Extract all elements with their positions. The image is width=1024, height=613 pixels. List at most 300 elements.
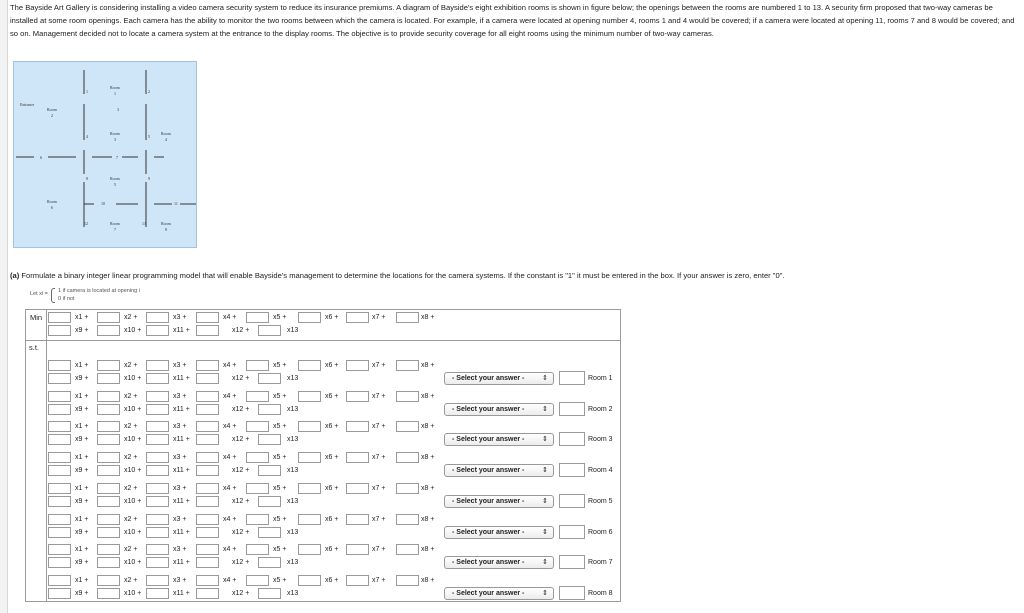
constraint-room-2-rhs-input[interactable] — [559, 402, 585, 416]
objective-coef-x3-input[interactable] — [146, 312, 169, 323]
constraint-room-3-var-x12: x12 + — [232, 436, 250, 444]
room-1-label: Room — [110, 85, 120, 90]
constraint-room-6-coef-x4-input[interactable] — [196, 514, 219, 525]
subject-to-label: s.t. — [29, 343, 40, 352]
updown-arrow-icon: ⇕ — [542, 405, 548, 413]
room-3-label: Room — [110, 131, 120, 136]
constraint-room-8-coef-x4-input[interactable] — [196, 575, 219, 586]
constraint-room-5-coef-x9-input[interactable] — [48, 496, 71, 507]
opening-8-label: 8 — [86, 176, 88, 181]
constraint-room-7-coef-x5-input[interactable] — [246, 544, 269, 555]
constraint-room-1-var-x1: x1 + — [75, 362, 89, 369]
constraint-room-1-var-x6: x6 + — [325, 362, 339, 369]
constraint-room-5-coef-x2-input[interactable] — [97, 483, 120, 494]
constraint-room-2-var-x13: x13 — [287, 405, 299, 413]
constraint-room-4-coef-x7-input[interactable] — [346, 452, 369, 463]
room-5-label: Room — [110, 176, 120, 181]
constraint-room-7-var-x7: x7 + — [372, 546, 386, 554]
constraint-room-5-coef-x5-input[interactable] — [246, 483, 269, 494]
constraint-room-7-var-x13: x13 — [287, 559, 299, 567]
opening-1-label: 1 — [86, 89, 88, 94]
constraint-room-7-coef-x13-input[interactable] — [258, 557, 281, 568]
constraint-room-7-var-x1: x1 + — [75, 546, 89, 554]
constraint-room-2-coef-x6-input[interactable] — [298, 391, 321, 402]
constraint-room-1-var-x5: x5 + — [273, 362, 287, 369]
opening-6-label: 6 — [40, 155, 42, 160]
constraint-room-2-var-x8: x8 + — [421, 392, 435, 400]
opening-13-label: 13 — [142, 221, 146, 226]
constraint-room-1-coef-x13-input[interactable] — [258, 373, 281, 384]
constraint-room-1-operator-select[interactable] — [444, 372, 554, 385]
select-placeholder: - Select your answer - — [452, 589, 525, 597]
select-placeholder: - Select your answer - — [452, 528, 525, 536]
constraint-room-6-var-x2: x2 + — [124, 515, 138, 523]
constraint-room-5-var-x7: x7 + — [372, 484, 386, 492]
constraint-room-8-var-x7: x7 + — [372, 576, 386, 584]
constraint-room-4-var-x4: x4 + — [223, 454, 237, 462]
constraint-room-3-var-x9: x9 + — [75, 436, 89, 444]
constraint-room-4-var-x5: x5 + — [273, 454, 287, 462]
constraint-room-3-var-x3: x3 + — [173, 423, 187, 431]
constraint-room-8-coef-x13-input[interactable] — [258, 588, 281, 599]
constraint-room-4-coef-x6-input[interactable] — [298, 452, 321, 463]
constraint-room-1-coef-x1-input[interactable] — [48, 360, 71, 371]
variable-definition-line1: 1 if camera is located at opening i — [58, 288, 140, 294]
constraint-room-5-coef-x10-input[interactable] — [97, 496, 120, 507]
room-5-number: 5 — [114, 182, 116, 187]
constraint-room-3-var-x6: x6 + — [325, 423, 339, 431]
variable-definition-brace — [51, 288, 55, 303]
constraint-room-1-var-x11: x11 + — [173, 375, 190, 382]
constraint-room-3-coef-x5-input[interactable] — [246, 421, 269, 432]
objective-var-x1: x1 + — [75, 314, 89, 321]
part-a-text: Formulate a binary integer linear programming model that will enable Bayside's management to determine the locations for the camera systems. If the constant is "1" it must be entered in the box. If your answer is zero, enter "0". — [21, 271, 785, 280]
room-2-label: Room — [47, 107, 57, 112]
constraint-room-5-coef-x4-input[interactable] — [196, 483, 219, 494]
constraint-room-8-var-x9: x9 + — [75, 589, 89, 597]
constraint-room-7-coef-x4-input[interactable] — [196, 544, 219, 555]
floor-plan-figure — [13, 61, 197, 248]
constraint-room-4-var-x12: x12 + — [232, 467, 250, 475]
constraint-room-7-var-x6: x6 + — [325, 546, 339, 554]
opening-10-label: 10 — [101, 201, 105, 206]
constraint-room-7-coef-x1-input[interactable] — [48, 544, 71, 555]
constraint-room-6-coef-x1-input[interactable] — [48, 514, 71, 525]
constraint-room-8-coef-x10-input[interactable] — [97, 588, 120, 599]
constraint-room-7-var-x11: x11 + — [173, 559, 190, 567]
problem-statement: The Bayside Art Gallery is considering installing a video camera security system to reduce its insurance premiums. A diagram of Bayside's eight exhibition rooms is shown in figure below; the openings between the rooms are numbered 1 to 13. A security firm proposed that two-way cameras be installed at some room openings. Each camera has the ability to monitor the two rooms between which the camera is located. For example, if a camera were located at opening number 4, rooms 1 and 4 would be covered; if a camera were located at opening 11, rooms 7 and 8 would be covered; and so on. Management decided not to locate a camera system at the entrance to the display rooms. The objective is to provide security coverage for all eight rooms using the minimum number of two-way cameras. — [10, 3, 1015, 39]
constraint-room-1-var-x12: x12 + — [232, 375, 250, 382]
constraint-room-6-coef-x11-input[interactable] — [146, 527, 169, 538]
constraint-room-3-coef-x10-input[interactable] — [97, 434, 120, 445]
constraint-room-8-var-x11: x11 + — [173, 589, 190, 597]
constraint-room-1-rhs-input[interactable] — [559, 371, 585, 385]
objective-coef-x7-input[interactable] — [346, 312, 369, 323]
room-1-number: 1 — [114, 91, 116, 96]
constraint-room-4-operator-select[interactable] — [444, 464, 554, 477]
ilp-model-table — [25, 309, 621, 602]
constraint-room-8-coef-x2-input[interactable] — [97, 575, 120, 586]
objective-coef-x4-input[interactable] — [196, 312, 219, 323]
constraint-room-3-coef-x3-input[interactable] — [146, 421, 169, 432]
constraint-room-3-var-x10: x10 + — [124, 436, 142, 444]
model-column-divider — [46, 310, 47, 601]
objective-var-x7: x7 + — [372, 314, 386, 321]
constraint-room-1-coef-x2-input[interactable] — [97, 360, 120, 371]
constraint-room-3-coef-x9-input[interactable] — [48, 434, 71, 445]
constraint-room-1-coef-x12-input[interactable] — [196, 373, 219, 384]
objective-coef-x6-input[interactable] — [298, 312, 321, 323]
constraint-room-7-coef-x12-input[interactable] — [196, 557, 219, 568]
constraint-room-2-coef-x10-input[interactable] — [97, 404, 120, 415]
constraint-room-8-operator-select[interactable] — [444, 587, 554, 600]
constraint-room-1-var-x2: x2 + — [124, 362, 138, 369]
constraint-room-8-rhs-input[interactable] — [559, 586, 585, 600]
constraint-room-7-coef-x6-input[interactable] — [298, 544, 321, 555]
constraint-room-4-coef-x8-input[interactable] — [396, 452, 419, 463]
objective-var-x8: x8 + — [421, 314, 435, 321]
objective-var-x5: x5 + — [273, 314, 287, 321]
constraint-room-6-var-x3: x3 + — [173, 515, 187, 523]
constraint-room-2-coef-x12-input[interactable] — [196, 404, 219, 415]
constraint-room-8-var-x4: x4 + — [223, 576, 237, 584]
constraint-room-6-coef-x8-input[interactable] — [396, 514, 419, 525]
updown-arrow-icon: ⇕ — [542, 528, 548, 536]
constraint-room-4-coef-x3-input[interactable] — [146, 452, 169, 463]
constraint-room-1-coef-x11-input[interactable] — [146, 373, 169, 384]
constraint-room-8-coef-x9-input[interactable] — [48, 588, 71, 599]
constraint-room-5-coef-x7-input[interactable] — [346, 483, 369, 494]
constraint-room-4-coef-x13-input[interactable] — [258, 465, 281, 476]
objective-var-x11: x11 + — [173, 327, 190, 334]
constraint-room-3-operator-select[interactable] — [444, 433, 554, 446]
constraint-room-6-var-x11: x11 + — [173, 528, 190, 536]
constraint-room-3-var-x4: x4 + — [223, 423, 237, 431]
constraint-room-3-coef-x12-input[interactable] — [196, 434, 219, 445]
objective-coef-x2-input[interactable] — [97, 312, 120, 323]
constraint-room-2-coef-x13-input[interactable] — [258, 404, 281, 415]
constraint-room-3-var-x13: x13 — [287, 436, 299, 444]
constraint-room-2-coef-x5-input[interactable] — [246, 391, 269, 402]
updown-arrow-icon: ⇕ — [542, 589, 548, 597]
constraint-room-5-var-x12: x12 + — [232, 497, 250, 505]
constraint-room-1-var-x10: x10 + — [124, 375, 142, 382]
constraint-room-6-var-x13: x13 — [287, 528, 299, 536]
constraint-room-2-var-x9: x9 + — [75, 405, 89, 413]
constraint-room-6-var-x9: x9 + — [75, 528, 89, 536]
constraint-room-1-var-x13: x13 — [287, 375, 299, 382]
constraint-room-6-var-x7: x7 + — [372, 515, 386, 523]
constraint-room-3-coef-x7-input[interactable] — [346, 421, 369, 432]
constraint-room-3-var-x8: x8 + — [421, 423, 435, 431]
constraint-room-4-coef-x1-input[interactable] — [48, 452, 71, 463]
constraint-room-2-operator-select[interactable] — [444, 403, 554, 416]
constraint-room-8-coef-x3-input[interactable] — [146, 575, 169, 586]
objective-coef-x10-input[interactable] — [97, 325, 120, 336]
constraint-room-7-var-x5: x5 + — [273, 546, 287, 554]
constraint-room-4-var-x8: x8 + — [421, 454, 435, 462]
constraint-room-8-var-x1: x1 + — [75, 576, 89, 584]
constraint-room-7-coef-x2-input[interactable] — [97, 544, 120, 555]
variable-definition-line2: 0 if not — [58, 296, 75, 302]
constraint-room-3-coef-x13-input[interactable] — [258, 434, 281, 445]
constraint-room-3-var-x7: x7 + — [372, 423, 386, 431]
constraint-room-1-coef-x5-input[interactable] — [246, 360, 269, 371]
constraint-room-1-var-x8: x8 + — [421, 362, 435, 369]
variable-definition-lhs: Let xi = — [30, 291, 48, 297]
constraint-room-4-var-x7: x7 + — [372, 454, 386, 462]
constraint-room-2-coef-x2-input[interactable] — [97, 391, 120, 402]
constraint-room-2-var-x6: x6 + — [325, 392, 339, 400]
constraint-room-1-coef-x6-input[interactable] — [298, 360, 321, 371]
constraint-room-8-var-x13: x13 — [287, 589, 299, 597]
select-placeholder: - Select your answer - — [452, 497, 525, 505]
constraint-room-1-var-x7: x7 + — [372, 362, 386, 369]
constraint-room-5-coef-x12-input[interactable] — [196, 496, 219, 507]
constraint-room-4-var-x9: x9 + — [75, 467, 89, 475]
constraint-room-5-operator-select[interactable] — [444, 495, 554, 508]
constraint-room-4-coef-x9-input[interactable] — [48, 465, 71, 476]
objective-var-x9: x9 + — [75, 327, 89, 334]
constraint-room-3-coef-x2-input[interactable] — [97, 421, 120, 432]
objective-var-x2: x2 + — [124, 314, 138, 321]
constraint-room-5-label: Room 5 — [588, 497, 613, 505]
constraint-room-6-coef-x6-input[interactable] — [298, 514, 321, 525]
constraint-room-5-rhs-input[interactable] — [559, 494, 585, 508]
constraint-room-4-label: Room 4 — [588, 467, 613, 475]
constraint-room-2-coef-x9-input[interactable] — [48, 404, 71, 415]
constraint-room-7-var-x3: x3 + — [173, 546, 187, 554]
constraint-room-2-coef-x3-input[interactable] — [146, 391, 169, 402]
constraint-room-7-coef-x10-input[interactable] — [97, 557, 120, 568]
entrance-label: Entrance — [20, 102, 35, 107]
updown-arrow-icon: ⇕ — [542, 559, 548, 567]
constraint-room-1-coef-x10-input[interactable] — [97, 373, 120, 384]
constraint-room-4-var-x2: x2 + — [124, 454, 138, 462]
constraint-room-7-coef-x9-input[interactable] — [48, 557, 71, 568]
constraint-room-1-coef-x9-input[interactable] — [48, 373, 71, 384]
constraint-room-6-coef-x12-input[interactable] — [196, 527, 219, 538]
constraint-room-6-var-x12: x12 + — [232, 528, 250, 536]
constraint-room-1-coef-x4-input[interactable] — [196, 360, 219, 371]
constraint-room-6-coef-x3-input[interactable] — [146, 514, 169, 525]
select-placeholder: - Select your answer - — [452, 436, 525, 444]
constraint-room-6-rhs-input[interactable] — [559, 525, 585, 539]
constraint-room-8-coef-x12-input[interactable] — [196, 588, 219, 599]
constraint-room-4-var-x1: x1 + — [75, 454, 89, 462]
part-a-label: (a) — [10, 271, 20, 280]
constraint-room-4-var-x3: x3 + — [173, 454, 187, 462]
constraint-room-6-var-x8: x8 + — [421, 515, 435, 523]
constraint-room-3-coef-x4-input[interactable] — [196, 421, 219, 432]
constraint-room-7-coef-x8-input[interactable] — [396, 544, 419, 555]
objective-var-x6: x6 + — [325, 314, 339, 321]
constraint-room-4-coef-x4-input[interactable] — [196, 452, 219, 463]
floor-plan-diagram — [14, 62, 198, 249]
constraint-room-6-coef-x2-input[interactable] — [97, 514, 120, 525]
room-3-number: 3 — [114, 137, 116, 142]
constraint-room-2-label: Room 2 — [588, 405, 613, 413]
constraint-room-7-operator-select[interactable] — [444, 556, 554, 569]
constraint-room-8-coef-x1-input[interactable] — [48, 575, 71, 586]
constraint-room-8-var-x2: x2 + — [124, 576, 138, 584]
constraint-room-6-coef-x7-input[interactable] — [346, 514, 369, 525]
constraint-room-4-rhs-input[interactable] — [559, 463, 585, 477]
opening-3-label: 3 — [117, 107, 119, 112]
constraint-room-2-coef-x7-input[interactable] — [346, 391, 369, 402]
constraint-room-8-coef-x7-input[interactable] — [346, 575, 369, 586]
constraint-room-5-coef-x1-input[interactable] — [48, 483, 71, 494]
objective-coef-x8-input[interactable] — [396, 312, 419, 323]
constraint-room-5-var-x1: x1 + — [75, 484, 89, 492]
constraint-room-8-var-x5: x5 + — [273, 576, 287, 584]
constraint-room-3-coef-x11-input[interactable] — [146, 434, 169, 445]
constraint-room-5-var-x4: x4 + — [223, 484, 237, 492]
constraint-room-7-var-x12: x12 + — [232, 559, 250, 567]
constraint-room-3-coef-x1-input[interactable] — [48, 421, 71, 432]
constraint-room-3-var-x1: x1 + — [75, 423, 89, 431]
constraint-room-8-var-x8: x8 + — [421, 576, 435, 584]
constraint-room-8-var-x3: x3 + — [173, 576, 187, 584]
constraint-room-2-var-x4: x4 + — [223, 392, 237, 400]
constraint-room-2-coef-x4-input[interactable] — [196, 391, 219, 402]
constraint-room-8-coef-x8-input[interactable] — [396, 575, 419, 586]
constraint-room-8-coef-x5-input[interactable] — [246, 575, 269, 586]
left-edge-strip — [0, 0, 8, 613]
constraint-room-1-var-x9: x9 + — [75, 375, 89, 382]
constraint-room-6-var-x4: x4 + — [223, 515, 237, 523]
constraint-room-2-coef-x1-input[interactable] — [48, 391, 71, 402]
room-4-label: Room — [161, 131, 171, 136]
opening-5-label: 5 — [148, 134, 150, 139]
constraint-room-6-var-x6: x6 + — [325, 515, 339, 523]
constraint-room-5-var-x8: x8 + — [421, 484, 435, 492]
updown-arrow-icon: ⇕ — [542, 467, 548, 475]
constraint-room-6-label: Room 6 — [588, 528, 613, 536]
constraint-room-8-var-x12: x12 + — [232, 589, 250, 597]
constraint-room-5-var-x2: x2 + — [124, 484, 138, 492]
constraint-room-2-coef-x8-input[interactable] — [396, 391, 419, 402]
updown-arrow-icon: ⇕ — [542, 436, 548, 444]
constraint-room-3-coef-x8-input[interactable] — [396, 421, 419, 432]
constraint-room-1-coef-x7-input[interactable] — [346, 360, 369, 371]
objective-var-x13: x13 — [287, 327, 299, 334]
select-placeholder: - Select your answer - — [452, 405, 525, 413]
constraint-room-3-var-x2: x2 + — [124, 423, 138, 431]
objective-coef-x9-input[interactable] — [48, 325, 71, 336]
constraint-room-7-label: Room 7 — [588, 559, 613, 567]
constraint-room-6-coef-x5-input[interactable] — [246, 514, 269, 525]
constraint-room-3-coef-x6-input[interactable] — [298, 421, 321, 432]
constraint-room-5-var-x10: x10 + — [124, 497, 142, 505]
constraint-room-5-var-x5: x5 + — [273, 484, 287, 492]
objective-coef-x12-input[interactable] — [196, 325, 219, 336]
constraint-room-7-rhs-input[interactable] — [559, 555, 585, 569]
objective-coef-x5-input[interactable] — [246, 312, 269, 323]
constraint-room-2-var-x3: x3 + — [173, 392, 187, 400]
objective-var-x12: x12 + — [232, 327, 250, 334]
constraint-room-4-coef-x5-input[interactable] — [246, 452, 269, 463]
constraint-room-1-label: Room 1 — [588, 375, 613, 382]
part-a-instructions — [10, 271, 1016, 281]
objective-coef-x1-input[interactable] — [48, 312, 71, 323]
opening-7-label: 7 — [116, 155, 118, 160]
objective-coef-x13-input[interactable] — [258, 325, 281, 336]
objective-var-x3: x3 + — [173, 314, 187, 321]
constraint-room-7-coef-x7-input[interactable] — [346, 544, 369, 555]
select-placeholder: - Select your answer - — [452, 375, 525, 382]
room-2-number: 2 — [51, 113, 53, 118]
constraint-room-4-var-x11: x11 + — [173, 467, 190, 475]
updown-arrow-icon: ⇕ — [542, 375, 548, 382]
constraint-room-2-var-x10: x10 + — [124, 405, 142, 413]
room-8-number: 8 — [165, 227, 167, 232]
opening-9-label: 9 — [148, 176, 150, 181]
objective-label: Min — [30, 313, 43, 322]
constraint-room-4-coef-x2-input[interactable] — [97, 452, 120, 463]
constraint-room-2-var-x7: x7 + — [372, 392, 386, 400]
constraint-room-7-coef-x3-input[interactable] — [146, 544, 169, 555]
constraint-room-6-operator-select[interactable] — [444, 526, 554, 539]
constraint-room-8-coef-x6-input[interactable] — [298, 575, 321, 586]
constraint-room-5-var-x11: x11 + — [173, 497, 190, 505]
updown-arrow-icon: ⇕ — [542, 497, 548, 505]
constraint-room-8-label: Room 8 — [588, 589, 613, 597]
constraint-room-7-var-x4: x4 + — [223, 546, 237, 554]
constraint-room-1-var-x4: x4 + — [223, 362, 237, 369]
constraint-room-5-var-x9: x9 + — [75, 497, 89, 505]
constraint-room-4-coef-x12-input[interactable] — [196, 465, 219, 476]
constraint-room-6-var-x5: x5 + — [273, 515, 287, 523]
constraint-room-5-coef-x8-input[interactable] — [396, 483, 419, 494]
constraint-room-5-var-x3: x3 + — [173, 484, 187, 492]
constraint-room-5-var-x13: x13 — [287, 497, 299, 505]
constraint-room-5-coef-x11-input[interactable] — [146, 496, 169, 507]
constraint-room-2-coef-x11-input[interactable] — [146, 404, 169, 415]
room-4-number: 4 — [165, 137, 167, 142]
constraint-room-8-var-x10: x10 + — [124, 589, 142, 597]
objective-coef-x11-input[interactable] — [146, 325, 169, 336]
constraint-room-6-coef-x9-input[interactable] — [48, 527, 71, 538]
constraint-room-6-coef-x10-input[interactable] — [97, 527, 120, 538]
objective-var-x4: x4 + — [223, 314, 237, 321]
constraint-room-1-coef-x3-input[interactable] — [146, 360, 169, 371]
constraint-room-4-coef-x10-input[interactable] — [97, 465, 120, 476]
constraint-room-8-coef-x11-input[interactable] — [146, 588, 169, 599]
constraint-room-2-var-x1: x1 + — [75, 392, 89, 400]
constraint-room-5-coef-x3-input[interactable] — [146, 483, 169, 494]
opening-2-label: 2 — [148, 89, 150, 94]
constraint-room-5-coef-x13-input[interactable] — [258, 496, 281, 507]
room-8-label: Room — [161, 221, 171, 226]
constraint-room-7-var-x10: x10 + — [124, 559, 142, 567]
room-6-label: Room — [47, 199, 57, 204]
room-7-number: 7 — [114, 227, 116, 232]
constraint-room-6-coef-x13-input[interactable] — [258, 527, 281, 538]
constraint-room-2-var-x12: x12 + — [232, 405, 250, 413]
opening-4-label: 4 — [86, 134, 88, 139]
constraint-room-5-coef-x6-input[interactable] — [298, 483, 321, 494]
constraint-room-1-coef-x8-input[interactable] — [396, 360, 419, 371]
constraint-room-3-label: Room 3 — [588, 436, 613, 444]
constraint-room-7-coef-x11-input[interactable] — [146, 557, 169, 568]
constraint-room-6-var-x10: x10 + — [124, 528, 142, 536]
room-6-number: 6 — [51, 205, 53, 210]
opening-11-label: 11 — [174, 201, 178, 206]
constraint-room-4-var-x10: x10 + — [124, 467, 142, 475]
constraint-room-3-rhs-input[interactable] — [559, 432, 585, 446]
constraint-room-4-coef-x11-input[interactable] — [146, 465, 169, 476]
